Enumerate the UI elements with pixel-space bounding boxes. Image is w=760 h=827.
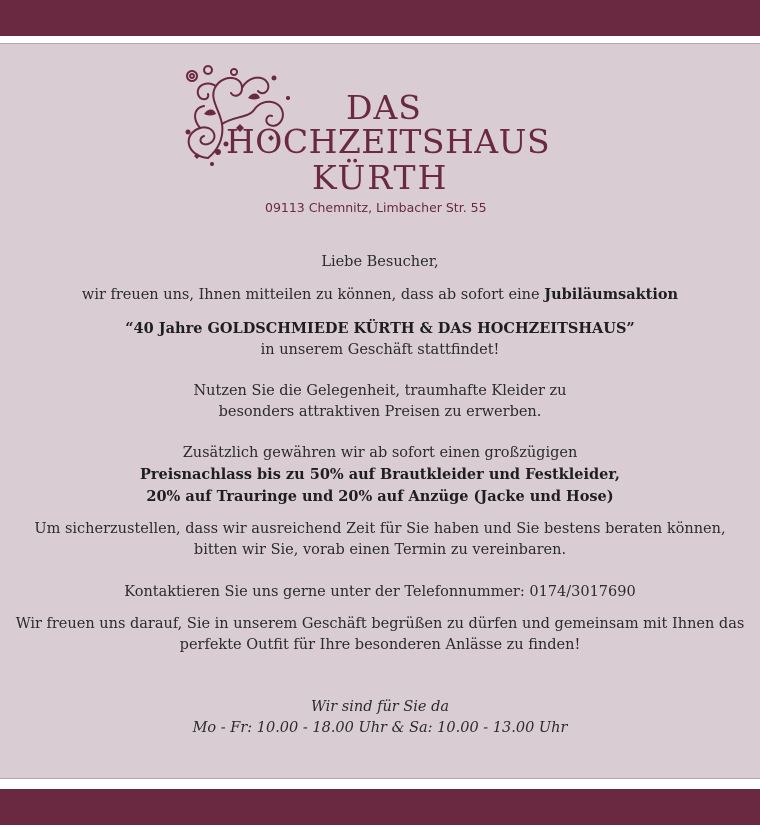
discount-intro: Zusätzlich gewähren wir ab sofort einen großzügigen <box>182 445 578 461</box>
intro-text: wir freuen uns, Ihnen mitteilen zu können, dass ab sofort eine <box>81 287 545 303</box>
logo-word-hochzeitshaus: HOCHZEITSHAUS <box>226 122 551 161</box>
discount-line-2: 20% auf Trauringe und 20% auf Anzüge (Jacke und Hose) <box>146 488 614 505</box>
bottom-bar <box>0 789 760 825</box>
campaign-title: “40 Jahre GOLDSCHMIEDE KÜRTH & DAS HOCHZEITSHAUS” <box>125 320 635 337</box>
appointment-line-2: bitten wir Sie, vorab einen Termin zu vereinbaren. <box>193 542 567 558</box>
store-address: 09113 Chemnitz, Limbacher Str. 55 <box>265 200 487 215</box>
top-bar <box>0 0 760 36</box>
announcement-text <box>0 252 760 739</box>
contact-phone-line: Kontaktieren Sie uns gerne unter der Telefonnummer: 0174/3017690 <box>124 584 636 600</box>
hours-heading: Wir sind für Sie da <box>310 699 450 715</box>
opportunity-line-1: Nutzen Sie die Gelegenheit, traumhafte Kleider zu <box>193 383 567 399</box>
promotion-name: Jubiläumsaktion <box>544 286 679 303</box>
greeting: Liebe Besucher, <box>321 254 439 270</box>
closing-line-1: Wir freuen uns darauf, Sie in unserem Geschäft begrüßen zu dürfen und gemeinsam mit Ihnen das <box>15 616 745 632</box>
intro-line <box>0 284 760 306</box>
opening-hours: Mo - Fr: 10.00 - 18.00 Uhr & Sa: 10.00 - 13.00 Uhr <box>192 720 568 736</box>
appointment-line-1: Um sicherzustellen, dass wir ausreichend Zeit für Sie haben und Sie bestens beraten können, <box>34 521 726 537</box>
discount-line-1: Preisnachlass bis zu 50% auf Brautkleider und Festkleider, <box>140 466 620 483</box>
opportunity-line-2: besonders attraktiven Preisen zu erwerben. <box>218 404 542 420</box>
closing-line-2: perfekte Outfit für Ihre besonderen Anlässe zu finden! <box>179 637 581 653</box>
brand-logo <box>178 58 588 223</box>
logo-word-das: DAS <box>346 88 422 127</box>
logo-word-kurth: KÜRTH <box>312 158 449 197</box>
campaign-subtitle: in unserem Geschäft stattfindet! <box>260 342 500 358</box>
